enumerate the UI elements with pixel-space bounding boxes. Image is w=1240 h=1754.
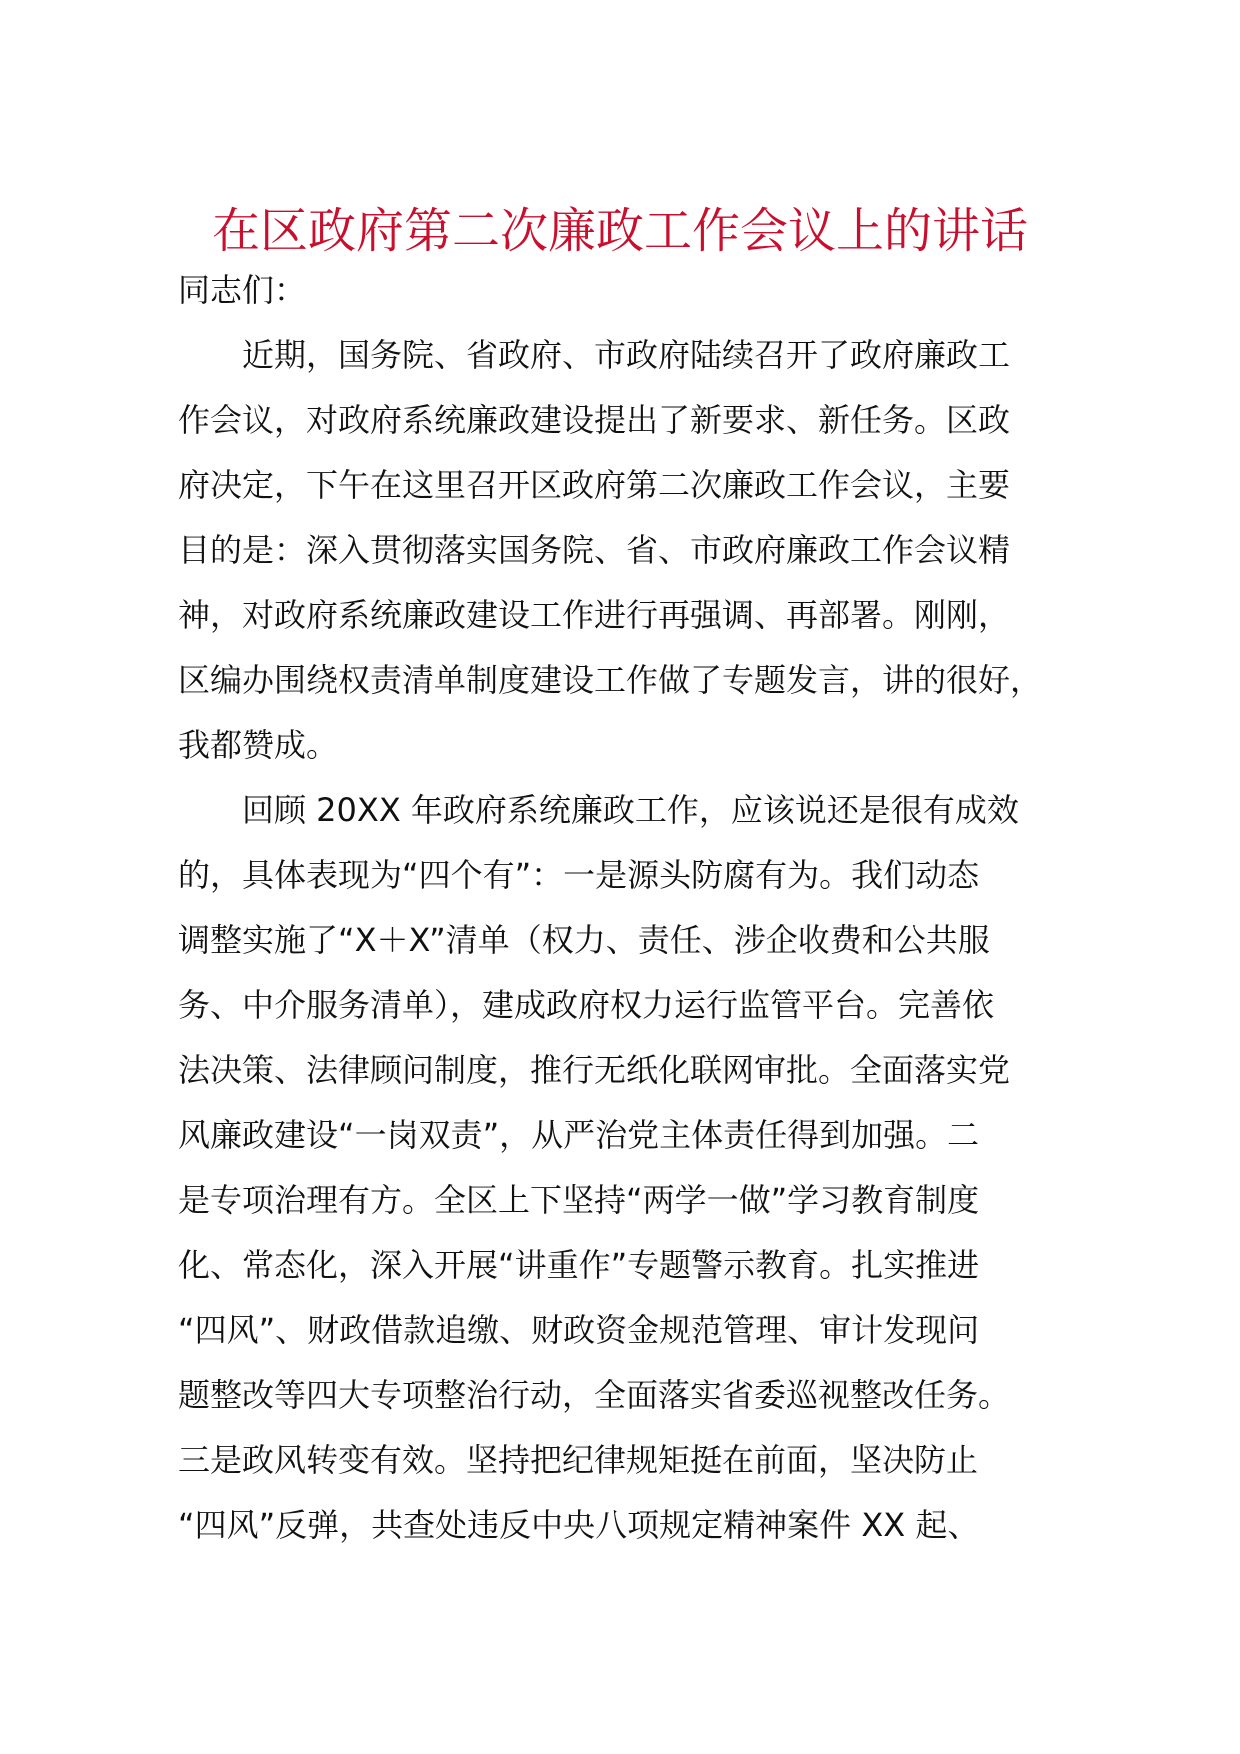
- body-line: 风廉政建设“一岗双责”，从严治党主体责任得到加强。二: [178, 1116, 980, 1154]
- body-line: 回顾 20XX 年政府系统廉政工作，应该说还是很有成效: [178, 791, 1019, 829]
- document-title: 在区政府第二次廉政工作会议上的讲话: [211, 203, 1028, 259]
- body-line: 法决策、法律顾问制度，推行无纸化联网审批。全面落实党: [178, 1051, 1011, 1089]
- body-line: “四风”、财政借款追缴、财政资金规范管理、审计发现问: [178, 1311, 980, 1349]
- body-line: 近期，国务院、省政府、市政府陆续召开了政府廉政工: [178, 336, 1011, 374]
- body-line: 作会议，对政府系统廉政建设提出了新要求、新任务。区政: [178, 401, 1011, 439]
- body-line: 神，对政府系统廉政建设工作进行再强调、再部署。刚刚，: [178, 596, 1011, 634]
- body-line: 目的是：深入贯彻落实国务院、省、市政府廉政工作会议精: [178, 531, 1011, 569]
- body-line: 题整改等四大专项整治行动，全面落实省委巡视整改任务。: [178, 1376, 1011, 1414]
- body-line: 化、常态化，深入开展“讲重作”专题警示教育。扎实推进: [178, 1246, 980, 1284]
- body-line: 务、中介服务清单），建成政府权力运行监管平台。完善依: [178, 986, 995, 1024]
- body-line: 府决定，下午在这里召开区政府第二次廉政工作会议，主要: [178, 466, 1011, 504]
- body-line: 我都赞成。: [178, 726, 339, 764]
- body-line: 调整实施了“X＋X”清单（权力、责任、涉企收费和公共服: [178, 921, 990, 959]
- body-line: 是专项治理有方。全区上下坚持“两学一做”学习教育制度: [178, 1181, 980, 1219]
- body-line: 的，具体表现为“四个有”：一是源头防腐有为。我们动态: [178, 856, 980, 894]
- salutation: 同志们：: [178, 271, 307, 309]
- body-line: 三是政风转变有效。坚持把纪律规矩挺在前面，坚决防止: [178, 1441, 979, 1479]
- document-body: [178, 258, 1098, 1558]
- body-line: 区编办围绕权责清单制度建设工作做了专题发言，讲的很好，: [178, 661, 1043, 699]
- body-line: “四风”反弹，共查处违反中央八项规定精神案件 XX 起、: [178, 1506, 980, 1544]
